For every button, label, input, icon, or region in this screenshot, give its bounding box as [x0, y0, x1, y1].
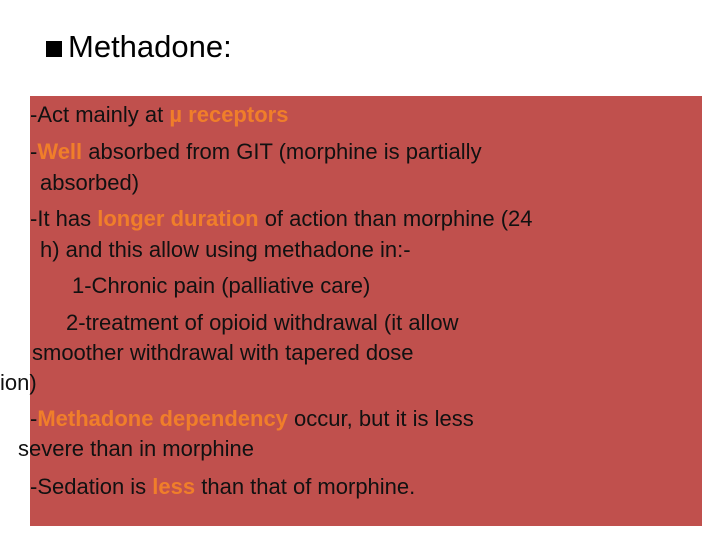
text-line-9: ion) — [0, 370, 37, 395]
text-line-1: -Act mainly at µ receptors — [30, 102, 289, 127]
highlight-longer-duration: longer duration — [97, 206, 259, 231]
highlight-methadone-dependency: Methadone dependency — [37, 406, 288, 431]
text-line-6: 1-Chronic pain (palliative care) — [72, 273, 371, 298]
text-line-2: -Well absorbed from GIT (morphine is partially — [30, 139, 482, 164]
text-line-5: h) and this allow using methadone in:- — [40, 237, 411, 262]
square-bullet-icon — [46, 41, 62, 57]
text-line-11: severe than in morphine — [18, 436, 255, 461]
text-line-8: smoother withdrawal with tapered dose — [32, 340, 414, 365]
text-line-12: -Sedation is less than that of morphine. — [30, 474, 416, 499]
text-line-7: 2-treatment of opioid withdrawal (it allow — [66, 310, 459, 335]
slide-title: Methadone: — [68, 28, 232, 64]
highlight-less: less — [152, 474, 196, 499]
text-line-4: -It has longer duration of action than morphine (24 — [30, 206, 533, 231]
highlight-well: Well — [37, 139, 83, 164]
text-line-10: -Methadone dependency occur, but it is less — [30, 406, 474, 431]
title-row — [46, 22, 232, 70]
highlight-mu-receptors: µ receptors — [169, 102, 289, 127]
text-line-3: absorbed) — [40, 170, 140, 195]
